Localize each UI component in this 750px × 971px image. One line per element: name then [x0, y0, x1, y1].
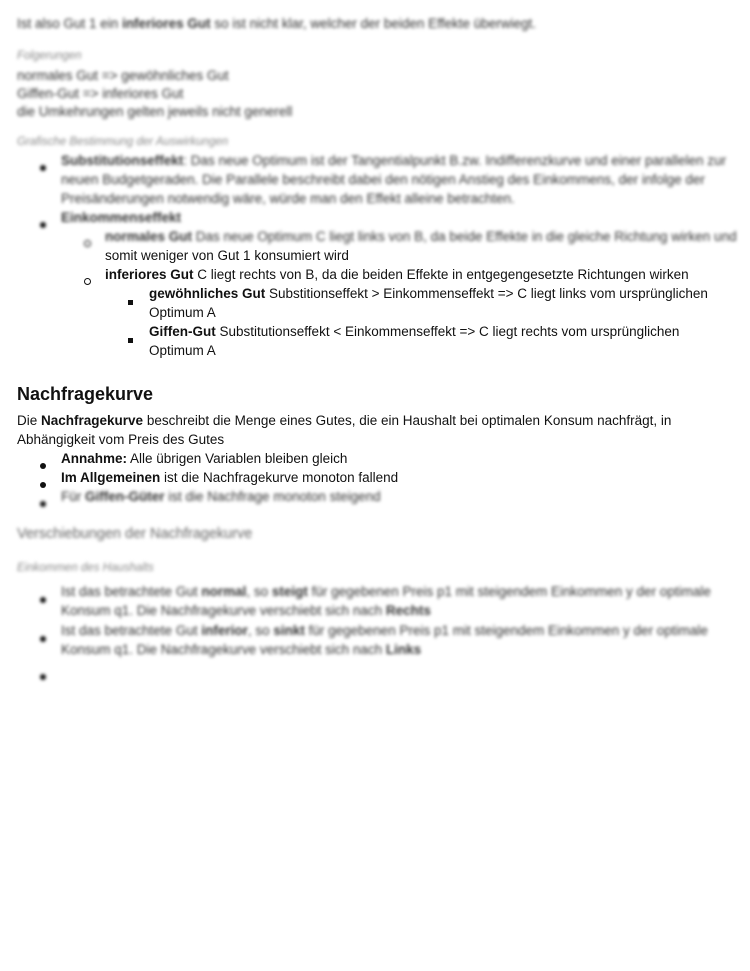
desc-text-1: beschreibt die Menge eines Gutes, die ein Haushalt bei optimalen Konsum nachfrägt, in: [143, 413, 672, 428]
normal-line-1: [105, 227, 737, 246]
gewoehnlich-bold: gewöhnliches Gut: [149, 286, 266, 301]
normal-shift-line-2: [61, 601, 431, 620]
substitution-bold: Substitutionseffekt: [61, 153, 184, 168]
folgerung-1: normales Gut => gewöhnliches Gut: [17, 68, 229, 83]
bullet-dot: [40, 214, 46, 233]
normal-line-2: somit weniger von Gut 1 konsumiert wird: [105, 248, 349, 263]
inferior-line: [105, 265, 689, 284]
desc-bold: Nachfragekurve: [41, 413, 144, 428]
nachfrage-desc-line-2: Abhängigkeit vom Preis des Gutes: [17, 432, 225, 447]
bullet-dot-empty: [40, 666, 46, 685]
einkommen-label: Einkommenseffekt: [61, 210, 182, 225]
bullet-dot: [40, 628, 46, 647]
annahme-text: Alle übrigen Variablen bleiben gleich: [127, 451, 348, 466]
desc-pre: Die: [17, 413, 42, 428]
gewoehnlich-text-1: Substitionseffekt > Einkommenseffekt => C liegt links vom ursprünglichen: [265, 286, 708, 301]
normal-bold: normales Gut: [105, 229, 193, 244]
shift1-text: für gegebenen Preis p1 mit steigendem Einkommen y der optimale: [307, 584, 711, 599]
giffen-gueter-pre: Für: [61, 489, 86, 504]
inferior-shift-line-2: [61, 640, 421, 659]
nachfrage-title: Nachfragekurve: [17, 384, 154, 404]
giffen-line-1: [149, 322, 679, 341]
annahme-bold: Annahme:: [61, 451, 128, 466]
folgerung-3: die Umkehrungen gelten jeweils nicht generell: [17, 104, 293, 119]
bullet-square: [128, 329, 133, 348]
shift1-line2-bold: Rechts: [385, 603, 431, 618]
bullet-dot: [40, 455, 46, 474]
substitution-line-1: [61, 151, 726, 170]
shift2-text: für gegebenen Preis p1 mit steigendem Einkommen y der optimale: [304, 623, 708, 638]
substitution-text-1: : Das neue Optimum ist der Tangentialpunkt B.zw. Indifferenzkurve und einer parallelen zur: [183, 153, 727, 168]
gewoehnlich-line-1: [149, 284, 708, 303]
shift2-line2-bold: Links: [385, 642, 422, 657]
giffen-gueter-bold: Giffen-Güter: [85, 489, 165, 504]
bullet-dot: [40, 474, 46, 493]
intro-text-end: so ist nicht klar, welcher der beiden Effekte überwiegt.: [210, 16, 537, 31]
folgerungen-label: Folgerungen: [17, 50, 82, 62]
giffen-bold: Giffen-Gut: [149, 324, 216, 339]
substitution-line-3: Preisänderungen notwendig wäre, würde man den Effekt alleine betrachten.: [61, 191, 515, 206]
bullet-dot: [40, 157, 46, 176]
giffen-line-2: Optimum A: [149, 343, 216, 358]
shift2-pre: Ist das betrachtete Gut: [61, 623, 202, 638]
intro-bold: inferiores Gut: [122, 16, 211, 31]
normal-text-1: Das neue Optimum C liegt links von B, da beide Effekte in die gleiche Richtung wirken und: [192, 229, 737, 244]
giffen-gueter-text: ist die Nachfrage monoton steigend: [164, 489, 381, 504]
normal-shift-line-1: [61, 582, 711, 601]
shift1-bold2: steigt: [271, 584, 308, 599]
verschiebung-sub: Einkommen des Haushalts: [17, 562, 154, 574]
annahme-line: [61, 449, 347, 468]
grafik-label: Grafische Bestimmung der Auswirkungen: [17, 136, 229, 148]
shift2-bold2: sinkt: [273, 623, 305, 638]
bullet-square: [128, 291, 133, 310]
bullet-dot: [40, 493, 46, 512]
bullet-circle: [84, 233, 91, 252]
shift1-mid: , so: [246, 584, 272, 599]
inferior-text: C liegt rechts von B, da die beiden Effekte in entgegengesetzte Richtungen wirken: [193, 267, 689, 282]
allgemein-bold: Im Allgemeinen: [61, 470, 161, 485]
inferior-shift-line-1: [61, 621, 708, 640]
gewoehnlich-line-2: Optimum A: [149, 305, 216, 320]
shift1-bold1: normal: [201, 584, 247, 599]
shift2-bold1: inferior: [201, 623, 248, 638]
inferior-bold: inferiores Gut: [105, 267, 194, 282]
substitution-line-2: neuen Budgetgeraden. Die Parallele beschreibt dabei den nötigen Anstieg des Einkommens, der infolge der: [61, 172, 705, 187]
bullet-circle: [84, 271, 91, 290]
shift1-line2: Konsum q1. Die Nachfragekurve verschiebt sich nach: [61, 603, 386, 618]
giffen-gueter-line: [61, 487, 381, 506]
intro-text: Ist also Gut 1 ein: [17, 16, 123, 31]
folgerung-2: Giffen-Gut => inferiores Gut: [17, 86, 184, 101]
nachfrage-desc-line-1: [17, 411, 671, 430]
giffen-text-1: Substitutionseffekt < Einkommenseffekt => C liegt rechts vom ursprünglichen: [215, 324, 680, 339]
allgemein-text: ist die Nachfragekurve monoton fallend: [160, 470, 399, 485]
verschiebung-title: Verschiebungen der Nachfragekurve: [17, 526, 253, 542]
shift1-pre: Ist das betrachtete Gut: [61, 584, 202, 599]
bullet-dot: [40, 589, 46, 608]
shift2-mid: , so: [247, 623, 274, 638]
allgemein-line: [61, 468, 398, 487]
shift2-line2: Konsum q1. Die Nachfragekurve verschiebt sich nach: [61, 642, 386, 657]
intro-line: [17, 14, 536, 33]
